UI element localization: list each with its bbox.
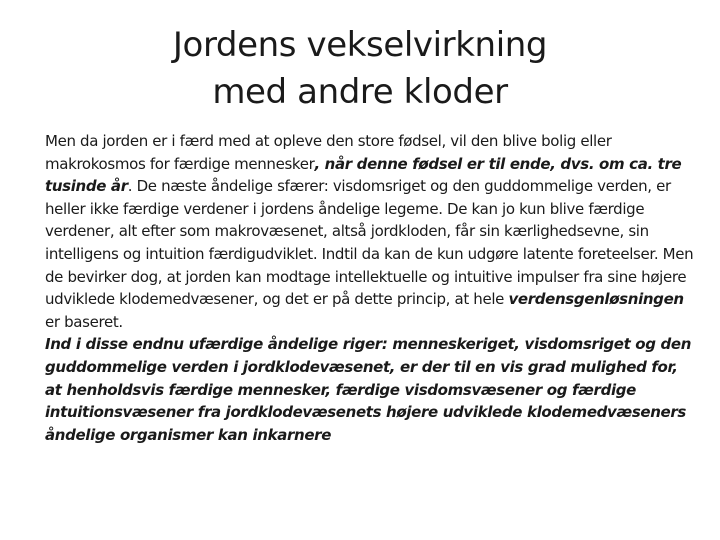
paragraph-1-emphasis-1: , når denne fødsel er til ende, dvs. om ca. tre tusinde år xyxy=(45,154,682,196)
paragraph-2: Ind i disse endnu ufærdige åndelige riger: menneskeriget, visdomsriget og den guddommelige verden i jordklodevæsenet, er der til en vis grad mulighed for, at henholdsvis færdige mennesker, færdige visdomsvæsener og færdige intuitionsvæsener fra jordklodevæsenets højere udviklede klodemedvæseners åndelige organismer kan inkarnere xyxy=(45,335,692,444)
paragraph-1-emphasis-2: verdensgenløsningen xyxy=(508,290,684,309)
paragraph-1 xyxy=(45,130,695,333)
title-line-2: med andre kloder xyxy=(212,72,508,112)
paragraph-1-part-5: er baseret. xyxy=(45,312,123,331)
title-line-1: Jordens vekselvirkning xyxy=(172,25,548,65)
page-title xyxy=(120,22,600,116)
paragraph-1-part-3: . De næste åndelige sfærer: visdomsriget og den guddommelige verden, er heller ikke færdige verdener i jordens åndelige legeme. De kan jo kun blive færdige verdener, alt efter som makrovæsenet, altså jordkloden, får sin kærlighedsevne, sin intelligens og intuition færdigudviklet. Indtil da kan de kun udgøre latente foreteelser. Men de bevirker dog, at jorden kan modtage intellektuelle og intuitive impulser fra sine højere udviklede klodemedvæsener, og det er på dette princip, at hele xyxy=(45,177,694,309)
body-text xyxy=(45,130,695,446)
paragraph-1-part-1: Men da jorden er i færd med at opleve den store fødsel, vil den blive bolig eller makrokosmos for færdige mennesker xyxy=(45,132,612,173)
